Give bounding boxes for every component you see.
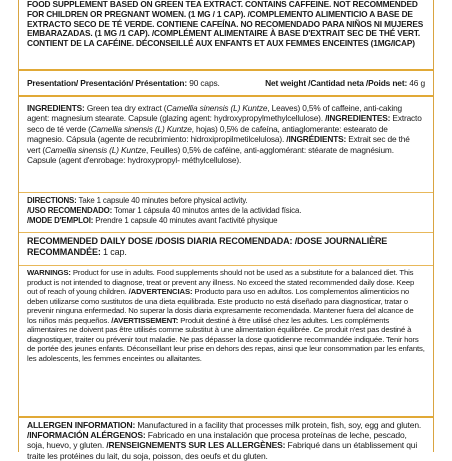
ingredients-label-es: /INGREDIENTES: bbox=[322, 113, 391, 124]
divider bbox=[19, 265, 433, 266]
presentation bbox=[27, 78, 220, 92]
presentation-label: Presentation/ Presentación/ Présentation: bbox=[27, 78, 188, 88]
warnings-section bbox=[19, 268, 433, 414]
daily-dose-section bbox=[19, 236, 433, 262]
warnings-label-fr: /AVERTISSEMENT: bbox=[109, 315, 179, 325]
directions-label-fr: /MODE D'EMPLOI: bbox=[27, 216, 94, 225]
directions-label-en: DIRECTIONS: bbox=[27, 196, 77, 205]
divider bbox=[19, 69, 433, 71]
directions-label-es: /USO RECOMENDADO: bbox=[27, 206, 113, 215]
allergen-text bbox=[27, 420, 425, 461]
net-weight bbox=[265, 78, 425, 92]
species-name: Camellia sinensis (L) Kuntze bbox=[166, 103, 268, 113]
allergen-label-es: /INFORMACIÓN ALÉRGENOS: bbox=[27, 430, 146, 441]
warnings-label-en: WARNINGS: bbox=[27, 268, 71, 277]
ingredients-en-part1: Green tea dry extract ( bbox=[84, 103, 167, 113]
ingredients-label-en: INGREDIENTS: bbox=[27, 103, 85, 113]
ingredients-label-fr: /INGRÉDIENTS: bbox=[284, 134, 347, 145]
product-description-text: FOOD SUPPLEMENT BASED ON GREEN TEA EXTRACT. CONTAINS CAFFEINE. NOT RECOMMENDED FOR CHILDREN OR PREGNANT WOMEN. (1 MG / 1 CAP). /COMPLEMENTO ALIMENTICIO A BASE DE EXTRACTO SECO DE TÉ VERDE. CONTIENE CAFEÍNA. NO RECOMENDADO PARA NIÑOS NI MUJERES EMBARAZADAS. (1 MG /1 CAP). /COMPLÉMENT ALIMENTAIRE À BASE D'EXTRAIT SEC DE THÉ VERT. CONTIENT DE LA CAFÉINE. DÉCONSEILLÉ AUX ENFANTS ET AUX FEMMES ENCEINTES (1MG/ICAP) bbox=[27, 0, 424, 49]
directions-en bbox=[27, 196, 425, 206]
ingredients-section bbox=[19, 103, 433, 189]
product-description bbox=[19, 0, 433, 66]
warnings-text bbox=[27, 268, 425, 363]
ingredients-fr-part2: , Feuilles) 0,5% de caféine, anti-agglomérant: stéarate de magnésium. Capsule (agent d'enrobage: hydroxypropyl- méthylcellulose). bbox=[27, 144, 394, 166]
directions-fr bbox=[27, 216, 425, 226]
ingredients-en-part2: , Leaves) 0,5% of caffeine, anti-caking agent: magnesium stearate. Capsule (glazing agent: hydroxypropylmethylcellulose). bbox=[27, 103, 402, 124]
divider bbox=[19, 232, 433, 233]
warnings-label-es: /ADVERTENCIAS: bbox=[126, 287, 193, 297]
allergen-text-fr: Fabriqué dans un établissement qui traite les protéines du lait, du soja, poisson, des oeufs et du gluten. bbox=[27, 440, 418, 461]
divider bbox=[19, 95, 433, 97]
species-name: Camellia sinensis (L) Kuntze bbox=[90, 123, 192, 134]
directions-es bbox=[27, 206, 425, 216]
ingredients-text bbox=[27, 103, 425, 165]
directions-section bbox=[19, 196, 433, 228]
directions-text-en: Take 1 capsule 40 minutes before physical activity. bbox=[76, 196, 248, 205]
allergen-label-fr: /RENSEIGNEMENTS SUR LES ALLERGÈNES: bbox=[104, 440, 286, 451]
allergen-text-es: Fabricado en una instalación que procesa proteínas de leche, pescado, soja, huevo, y gluten. bbox=[27, 430, 407, 451]
ingredients-es-part1: Extracto seco de té verde ( bbox=[27, 113, 422, 134]
net-weight-value: 46 g bbox=[409, 78, 425, 88]
warnings-text-fr: Produit destiné à être utilisé chez les adultes. Les compléments alimentaires ne doivent pas être utilisés comme substitut à une alimentation équilibrée. Ce produit n'est pas destiné à diagnostiquer, traiter ou prévenir tout maladie. Ne pas dépasser la dose quotidienne recommandée indiquée. Tenir hors de portée des jeunes enfants. Déconseillant leur prise en dehors des repas, ainsi que leur consommation par les enfants, les adolescents, les femmes enceintes ou allaitantes. bbox=[27, 315, 425, 363]
allergen-label-en: ALLERGEN INFORMATION: bbox=[27, 420, 136, 430]
divider bbox=[19, 192, 433, 193]
directions-text-es: Tomar 1 cápsula 40 minutos antes de la actividad física. bbox=[112, 206, 302, 215]
presentation-row bbox=[19, 78, 433, 92]
daily-dose-label: RECOMMENDED DAILY DOSE /DOSIS DIARIA RECOMENDADA: /DOSE JOURNALIÈRE RECOMMANDÉE: bbox=[27, 236, 388, 257]
ingredients-es-part2: , hojas) 0,5% de cafeína, antiaglomerante: estearato de magnesio. Cápsula (agente de recubrimiento: hidroxipropilmetilcelulosa). bbox=[27, 123, 388, 145]
warnings-text-es: Producto para uso en adultos. Los complementos alimenticios no deben utilizarse como sustitutos de una dieta equilibrada. Este producto no está diseñado para diagnosticar, tratar o prevenir ninguna enfermedad. No superar la dosis diaria expresamente recomendada. Mantener fuera del alcance de los niños más pequeños. bbox=[27, 287, 414, 325]
species-name: Camellia sinensis (L) Kuntze bbox=[45, 144, 146, 155]
allergen-section bbox=[19, 420, 433, 461]
divider bbox=[19, 416, 433, 418]
supplement-label bbox=[18, 0, 434, 461]
net-weight-label: Net weight /Cantidad neta /Poids net: bbox=[265, 78, 408, 88]
directions-text-fr: Prendre 1 capsule 40 minutes avant l'activité physique bbox=[93, 216, 278, 225]
daily-dose bbox=[27, 236, 425, 257]
allergen-text-en: Manufactured in a facility that processes milk protein, fish, soy, egg and gluten. bbox=[135, 420, 422, 430]
daily-dose-value: 1 cap. bbox=[100, 246, 127, 257]
ingredients-fr-part1: Extrait sec de thé vert ( bbox=[27, 134, 410, 155]
presentation-value: 90 caps. bbox=[189, 78, 220, 88]
warnings-text-en: Product for use in adults. Food supplements should not be used as a substitute for a balanced diet. This product is not intended to diagnose, treat or prevent any illness. No exceed the stated recommended daily dose. Keep out of reach of young children. bbox=[27, 268, 415, 297]
